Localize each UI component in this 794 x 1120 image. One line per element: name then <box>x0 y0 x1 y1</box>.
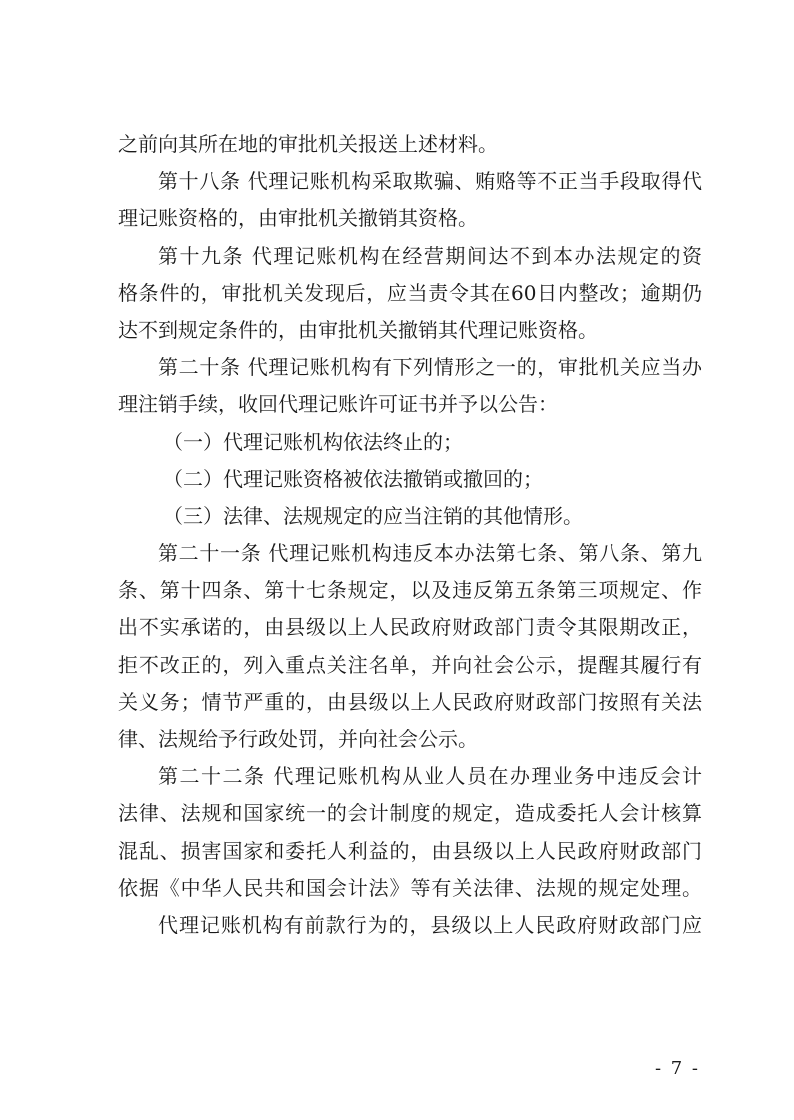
list-item: （三）法律、法规规定的应当注销的其他情形。 <box>163 503 583 528</box>
text-line: 条、第十四条、第十七条规定，以及违反第五条第三项规定、作 <box>118 578 702 603</box>
list-item: （一）代理记账机构依法终止的； <box>163 429 463 454</box>
text-line: 律、法规给予行政处罚，并向社会公示。 <box>118 727 478 751</box>
text-line: 混乱、损害国家和委托人利益的，由县级以上人民政府财政部门 <box>118 838 702 863</box>
document-body <box>118 126 702 944</box>
text-line: 代理记账机构有前款行为的，县级以上人民政府财政部门应 <box>158 912 702 937</box>
text-line: 关义务；情节严重的，由县级以上人民政府财政部门按照有关法 <box>118 689 702 714</box>
text-line: 依据《中华人民共和国会计法》等有关法律、法规的规定处理。 <box>118 875 702 900</box>
list-item: （二）代理记账资格被依法撤销或撤回的； <box>163 466 543 491</box>
page-number: - 7 - <box>654 1058 700 1079</box>
text-line: 之前向其所在地的审批机关报送上述材料。 <box>118 132 498 156</box>
text-line: 法律、法规和国家统一的会计制度的规定，造成委托人会计核算 <box>118 801 702 826</box>
article-20-heading-line: 第二十条 代理记账机构有下列情形之一的，审批机关应当办 <box>158 355 702 380</box>
text-line: 理注销手续，收回代理记账许可证书并予以公告： <box>118 392 558 417</box>
text-line: 拒不改正的，列入重点关注名单，并向社会公示，提醒其履行有 <box>118 652 702 677</box>
text-line: 格条件的，审批机关发现后，应当责令其在60日内整改；逾期仍 <box>118 280 702 305</box>
text-line: 达不到规定条件的，由审批机关撤销其代理记账资格。 <box>118 317 598 342</box>
text-line: 出不实承诺的，由县级以上人民政府财政部门责令其限期改正， <box>118 615 702 640</box>
text-line: 理记账资格的，由审批机关撤销其资格。 <box>118 206 478 231</box>
article-22-heading-line: 第二十二条 代理记账机构从业人员在办理业务中违反会计 <box>158 764 702 789</box>
article-21-heading-line: 第二十一条 代理记账机构违反本办法第七条、第八条、第九 <box>158 541 702 566</box>
article-19-heading-line: 第十九条 代理记账机构在经营期间达不到本办法规定的资 <box>158 243 702 268</box>
article-18-heading-line: 第十八条 代理记账机构采取欺骗、贿赂等不正当手段取得代 <box>158 169 702 194</box>
